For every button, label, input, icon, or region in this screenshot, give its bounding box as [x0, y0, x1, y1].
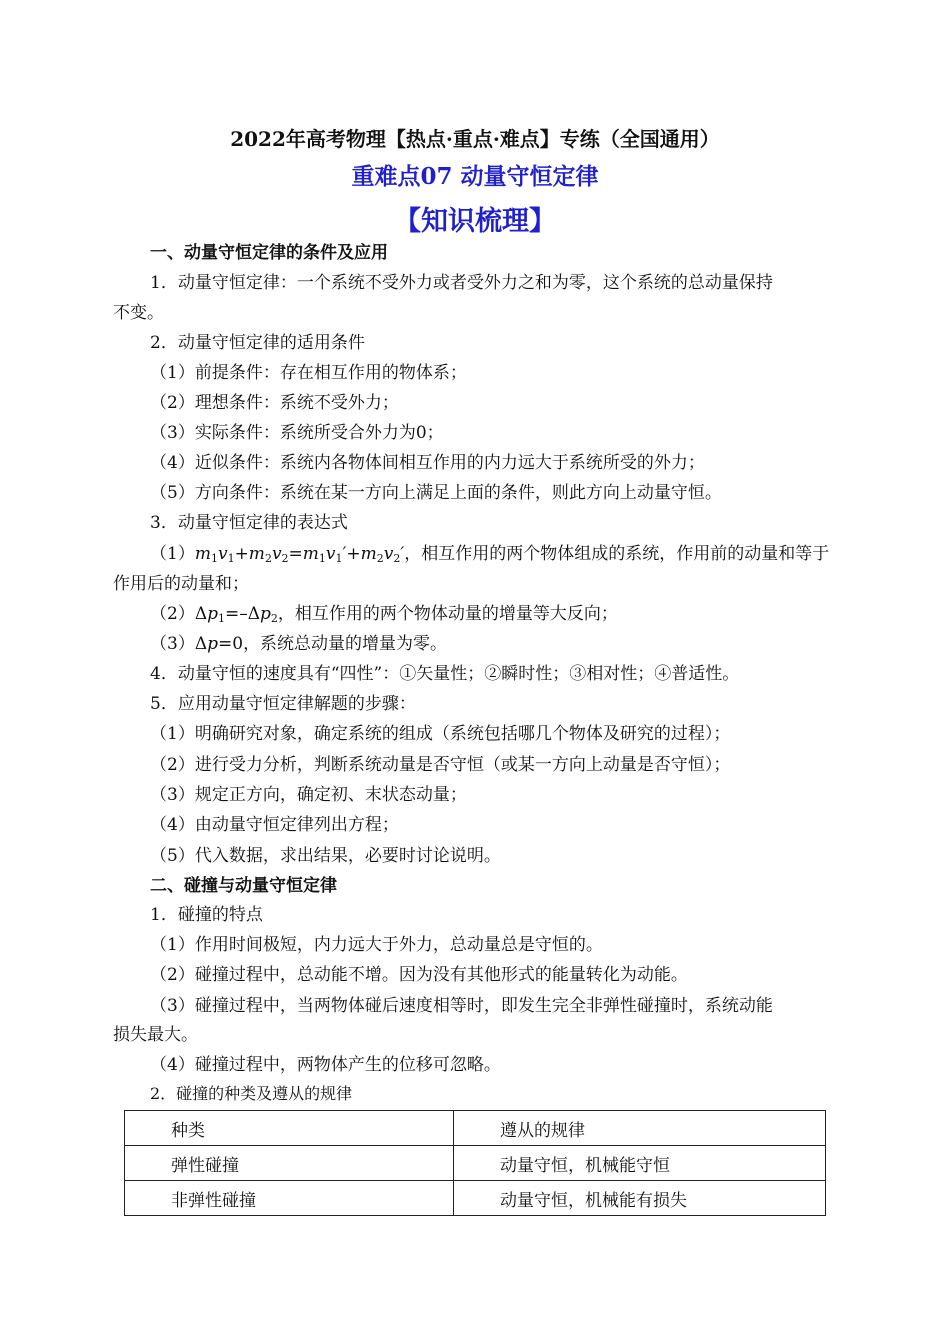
- table-row: [125, 1181, 826, 1216]
- table-header-row: [125, 1111, 826, 1146]
- step-4: （4）由动量守恒定律列出方程；: [150, 815, 399, 835]
- expression-2-prefix: （2）: [150, 604, 195, 624]
- table-cell: 动量守恒，机械能有损失: [454, 1181, 826, 1216]
- paragraph-3: 3．动量守恒定律的表达式: [150, 513, 348, 533]
- feature-1: （1）作用时间极短，内力远大于外力，总动量总是守恒的。: [150, 935, 603, 955]
- part2-heading: 二、碰撞与动量守恒定律: [150, 876, 337, 896]
- part1-heading: 一、动量守恒定律的条件及应用: [150, 243, 388, 263]
- table-cell: 非弹性碰撞: [125, 1181, 454, 1216]
- expression-1: [150, 543, 829, 570]
- condition-4: （4）近似条件：系统内各物体间相互作用的内力远大于系统所受的外力；: [150, 453, 705, 473]
- feature-4: （4）碰撞过程中，两物体产生的位移可忽略。: [150, 1055, 501, 1075]
- part2-paragraph-2: 2．碰撞的种类及遵从的规律: [150, 1084, 353, 1103]
- expression-1-text: ，相互作用的两个物体组成的系统，作用前的动量和等于: [404, 544, 830, 564]
- feature-3-line1: （3）碰撞过程中，当两物体碰后速度相等时，即发生完全非弹性碰撞时，系统动能: [150, 996, 773, 1016]
- condition-2: （2）理想条件：系统不受外力；: [150, 393, 399, 413]
- feature-2: （2）碰撞过程中，总动能不增。因为没有其他形式的能量转化为动能。: [150, 965, 688, 985]
- feature-3-line2: 损失最大。: [113, 1025, 198, 1045]
- paragraph-4: 4．动量守恒的速度具有“四性”：①矢量性；②瞬时性；③相对性；④普适性。: [150, 664, 740, 684]
- expression-2-text: ，相互作用的两个物体动量的增量等大反向；: [277, 604, 618, 624]
- table-header-cell: 种类: [125, 1111, 454, 1146]
- expression-1-formula: $m_1v_1+m_2v_2=m_1v_1'+m_2v_2'$: [194, 544, 405, 565]
- step-1: （1）明确研究对象，确定系统的组成（系统包括哪几个物体及研究的过程）；: [150, 724, 731, 744]
- table-cell: 弹性碰撞: [125, 1146, 454, 1181]
- step-2: （2）进行受力分析，判断系统动量是否守恒（或某一方向上动量是否守恒）；: [150, 755, 731, 775]
- chapter-title: 重难点07 动量守恒定律: [351, 163, 599, 190]
- collision-types-table: [124, 1110, 826, 1216]
- table-row: [125, 1146, 826, 1181]
- paragraph-1-line1: 1．动量守恒定律：一个系统不受外力或者受外力之和为零，这个系统的总动量保持: [150, 273, 773, 293]
- paragraph-2: 2．动量守恒定律的适用条件: [150, 333, 365, 353]
- paragraph-5: 5．应用动量守恒定律解题的步骤：: [150, 694, 416, 714]
- step-5: （5）代入数据，求出结果，必要时讨论说明。: [150, 846, 501, 866]
- expression-3-prefix: （3）: [150, 634, 195, 654]
- expression-1-line2: 作用后的动量和；: [113, 574, 249, 594]
- condition-1: （1）前提条件：存在相互作用的物体系；: [150, 363, 467, 383]
- expression-2: [150, 603, 618, 630]
- expression-2-formula: $\Delta p_1=-\Delta p_2$: [194, 604, 278, 625]
- table-cell: 动量守恒，机械能守恒: [454, 1146, 826, 1181]
- series-title: 2022年高考物理【热点·重点·难点】专练（全国通用）: [230, 127, 720, 151]
- paragraph-1-line2: 不变。: [113, 303, 164, 323]
- part2-paragraph-1: 1．碰撞的特点: [150, 905, 263, 925]
- condition-3: （3）实际条件：系统所受合外力为0；: [150, 423, 444, 443]
- step-3: （3）规定正方向，确定初、末状态动量；: [150, 785, 467, 805]
- table-header-cell: 遵从的规律: [454, 1111, 826, 1146]
- section-title: 【知识梳理】: [394, 206, 556, 237]
- expression-3-text: ，系统总动量的增量为零。: [243, 634, 448, 654]
- condition-5: （5）方向条件：系统在某一方向上满足上面的条件，则此方向上动量守恒。: [150, 483, 722, 503]
- expression-3-formula: Δp=0: [194, 634, 244, 654]
- expression-3: [150, 633, 447, 655]
- expression-1-prefix: （1）: [150, 544, 195, 564]
